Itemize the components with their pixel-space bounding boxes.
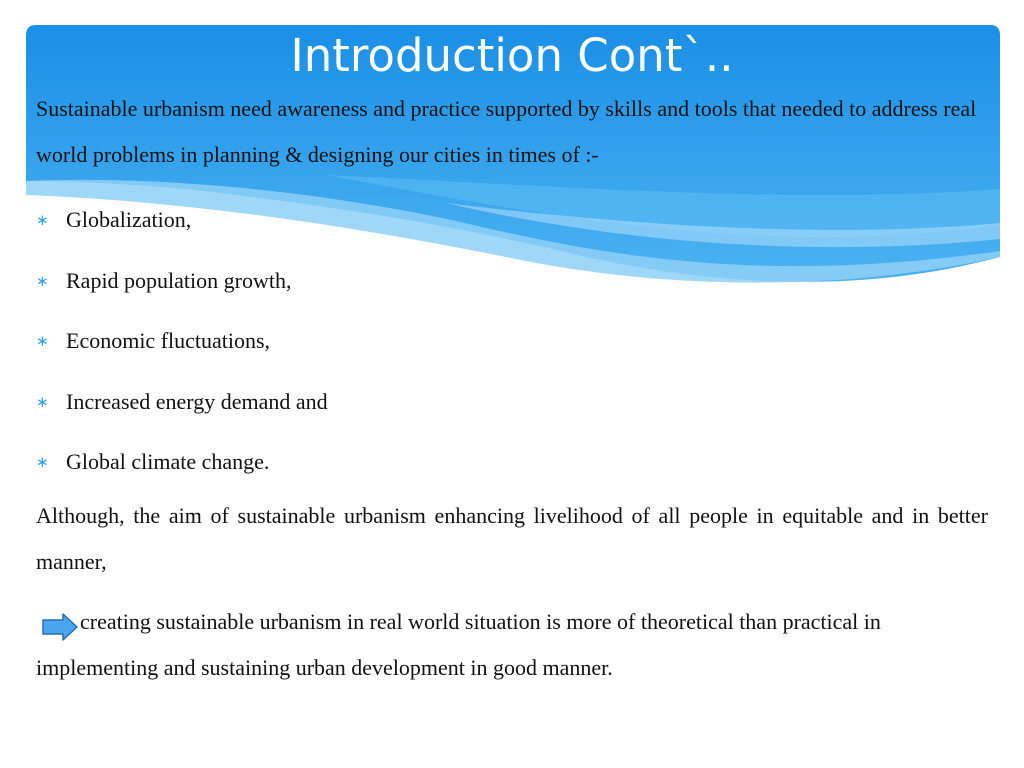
list-item — [36, 190, 936, 251]
bullet-text: Economic fluctuations, — [66, 328, 271, 354]
right-arrow-icon — [41, 612, 79, 642]
bullet-text: Rapid population growth, — [66, 267, 292, 293]
list-item — [36, 372, 936, 433]
asterisk-bullet-icon: ∗ — [36, 453, 49, 472]
list-item — [36, 311, 936, 372]
asterisk-bullet-icon: ∗ — [36, 392, 49, 411]
bullet-text: Global climate change. — [66, 449, 270, 475]
list-item — [36, 251, 936, 312]
bullet-text: Increased energy demand and — [66, 388, 328, 414]
slide-title: Introduction Cont`.. — [290, 29, 734, 82]
bullet-list — [36, 190, 936, 493]
bullet-text: Globalization, — [66, 207, 192, 233]
asterisk-bullet-icon: ∗ — [36, 211, 49, 230]
intro-paragraph: Sustainable urbanism need awareness and practice supported by skills and tools that needed to address real world problems in planning & designing our cities in times of :- — [36, 96, 977, 167]
list-item — [36, 432, 936, 493]
conclusion-paragraph: creating sustainable urbanism in real world situation is more of theoretical than practical in implementing and sustaining urban development in good manner. — [36, 609, 881, 680]
asterisk-bullet-icon: ∗ — [36, 332, 49, 351]
aim-paragraph: Although, the aim of sustainable urbanism enhancing livelihood of all people in equitable and in better manner, — [36, 503, 988, 574]
asterisk-bullet-icon: ∗ — [36, 271, 49, 290]
